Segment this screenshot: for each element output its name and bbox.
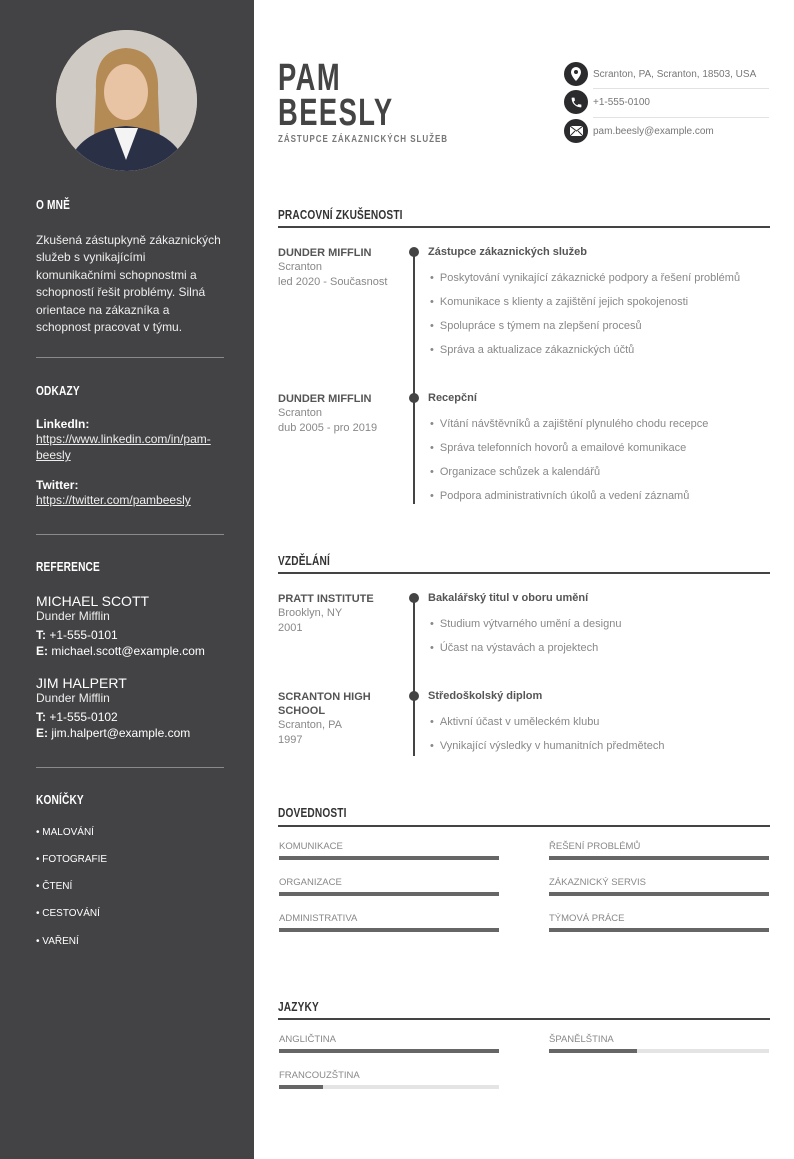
timeline-dot xyxy=(409,593,419,603)
location: Scranton xyxy=(278,407,323,419)
level-bar-fill xyxy=(279,856,499,860)
reference-name: MICHAEL SCOTT xyxy=(36,593,150,609)
contact-phone: +1-555-0100 xyxy=(593,97,650,108)
email-label: E: xyxy=(36,726,48,740)
level-bar-fill xyxy=(549,892,769,896)
languages-heading: JAZYKY xyxy=(278,999,319,1014)
timeline-dot xyxy=(409,393,419,403)
level-bar xyxy=(549,856,769,860)
skill-label: KOMUNIKACE xyxy=(279,841,343,852)
reference-phone: +1-555-0102 xyxy=(49,710,118,724)
bullet-item: • Správa telefonních hovorů a emailové komunikace xyxy=(430,442,686,454)
phone-label: T: xyxy=(36,710,46,724)
dates: led 2020 - Současnost xyxy=(278,275,388,288)
bullet-item: • Podpora administrativních úkolů a vedení záznamů xyxy=(430,490,689,502)
divider xyxy=(36,767,224,768)
level-bar-fill xyxy=(279,1085,323,1089)
envelope-icon xyxy=(564,119,588,143)
skill-label: ŘEŠENÍ PROBLÉMŮ xyxy=(549,841,641,852)
divider xyxy=(278,1018,770,1020)
about-text: Zkušená zástupkyně zákaznických služeb s vynikajícími komunikačními schopnostmi a schopností řešit problémy. Silná orientace na zákazníka a schopnost pracovat v týmu. xyxy=(36,233,221,335)
level-bar xyxy=(549,892,769,896)
bullet-item: • Komunikace s klienty a zajištění jejich spokojenosti xyxy=(430,296,688,308)
organization-name: PRATT INSTITUTE xyxy=(278,593,374,605)
skills-heading: DOVEDNOSTI xyxy=(278,805,347,820)
skill-label: TÝMOVÁ PRÁCE xyxy=(549,913,625,924)
skill-label: ADMINISTRATIVA xyxy=(279,913,358,924)
divider xyxy=(593,88,769,89)
skill-label: FRANCOUZŠTINA xyxy=(279,1070,360,1081)
bullet-item: • Aktivní účast v uměleckém klubu xyxy=(430,716,599,728)
role-title: Středoškolský diplom xyxy=(428,690,543,702)
role-title: Recepční xyxy=(428,392,477,404)
about-heading: O MNĚ xyxy=(36,197,71,212)
level-bar xyxy=(279,1049,499,1053)
level-bar xyxy=(279,856,499,860)
reference-name: JIM HALPERT xyxy=(36,675,127,691)
location: Scranton xyxy=(278,261,323,273)
reference-phone: +1-555-0101 xyxy=(49,628,118,642)
bullet-item: • Správa a aktualizace zákaznických účtů xyxy=(430,344,634,356)
bullet-item: • Vítání návštěvníků a zajištění plynulého chodu recepce xyxy=(430,418,708,430)
role-title: Bakalářský titul v oboru umění xyxy=(428,592,589,604)
skill-label: ŠPANĚLŠTINA xyxy=(549,1034,614,1045)
bullet-item: • Účast na výstavách a projektech xyxy=(430,642,598,654)
organization-name: SCRANTON HIGH SCHOOL xyxy=(278,691,371,717)
level-bar-fill xyxy=(549,928,769,932)
level-bar-fill xyxy=(279,928,499,932)
level-bar-fill xyxy=(279,1049,499,1053)
level-bar-fill xyxy=(279,892,499,896)
bullet-item: • Studium výtvarného umění a designu xyxy=(430,618,621,630)
education-heading: VZDĚLÁNÍ xyxy=(278,553,330,568)
reference-company: Dunder Mifflin xyxy=(36,691,110,705)
hobby-item: • FOTOGRAFIE xyxy=(36,854,108,865)
links-heading: ODKAZY xyxy=(36,383,80,398)
timeline-dot xyxy=(409,247,419,257)
divider xyxy=(278,825,770,827)
twitter-link[interactable]: https://twitter.com/pambeesly xyxy=(36,493,191,507)
location: Scranton, PA xyxy=(278,719,342,731)
hobby-item: • VAŘENÍ xyxy=(36,936,79,947)
divider xyxy=(36,534,224,535)
references-heading: REFERENCE xyxy=(36,559,100,574)
link-label: LinkedIn: xyxy=(36,417,90,431)
bullet-item: • Spolupráce s týmem na zlepšení procesů xyxy=(430,320,642,332)
email-label: E: xyxy=(36,644,48,658)
reference-item xyxy=(36,675,190,741)
organization-name: DUNDER MIFFLIN xyxy=(278,393,372,405)
contact-address: Scranton, PA, Scranton, 18503, USA xyxy=(593,69,757,80)
last-name: BEESLY xyxy=(278,92,394,134)
bullet-item: • Organizace schůzek a kalendářů xyxy=(430,466,600,478)
reference-email: michael.scott@example.com xyxy=(51,644,205,658)
experience-heading: PRACOVNÍ ZKUŠENOSTI xyxy=(278,207,403,222)
location: Brooklyn, NY xyxy=(278,607,343,619)
reference-item xyxy=(36,593,205,659)
organization-name: DUNDER MIFFLIN xyxy=(278,247,372,259)
profile-photo xyxy=(56,30,197,171)
hobbies-heading: KONÍČKY xyxy=(36,792,84,807)
bullet-item: • Vynikající výsledky v humanitních předmětech xyxy=(430,740,664,752)
timeline-dot xyxy=(409,691,419,701)
role-title: Zástupce zákaznických služeb xyxy=(428,246,587,258)
divider xyxy=(36,357,224,358)
level-bar xyxy=(549,928,769,932)
skill-label: ANGLIČTINA xyxy=(279,1034,337,1045)
dates: 1997 xyxy=(278,733,303,746)
level-bar xyxy=(279,1085,499,1089)
hobby-item: • MALOVÁNÍ xyxy=(36,827,94,838)
level-bar-fill xyxy=(549,856,769,860)
timeline-line xyxy=(413,598,415,756)
phone-icon xyxy=(564,90,588,114)
reference-company: Dunder Mifflin xyxy=(36,609,110,623)
hobby-item: • ČTENÍ xyxy=(36,881,73,892)
level-bar xyxy=(549,1049,769,1053)
timeline-line xyxy=(413,252,415,504)
dates: dub 2005 - pro 2019 xyxy=(278,421,378,434)
link-label: Twitter: xyxy=(36,478,79,492)
sidebar xyxy=(0,0,254,1159)
divider xyxy=(278,572,770,574)
hobby-item: • CESTOVÁNÍ xyxy=(36,908,100,919)
linkedin-link[interactable]: https://www.linkedin.com/in/pam-beesly xyxy=(36,432,211,462)
job-title: ZÁSTUPCE ZÁKAZNICKÝCH SLUŽEB xyxy=(278,134,448,145)
first-name: PAM xyxy=(278,57,342,99)
level-bar xyxy=(279,928,499,932)
dates: 2001 xyxy=(278,621,303,634)
skill-label: ORGANIZACE xyxy=(279,877,342,888)
contact-email[interactable]: pam.beesly@example.com xyxy=(593,126,714,137)
divider xyxy=(278,226,770,228)
skill-label: ZÁKAZNICKÝ SERVIS xyxy=(549,877,646,888)
reference-email: jim.halpert@example.com xyxy=(51,726,191,740)
map-pin-icon xyxy=(564,62,588,86)
divider xyxy=(593,117,769,118)
bullet-item: • Poskytování vynikající zákaznické podpory a řešení problémů xyxy=(430,272,740,284)
phone-label: T: xyxy=(36,628,46,642)
level-bar xyxy=(279,892,499,896)
level-bar-fill xyxy=(549,1049,637,1053)
